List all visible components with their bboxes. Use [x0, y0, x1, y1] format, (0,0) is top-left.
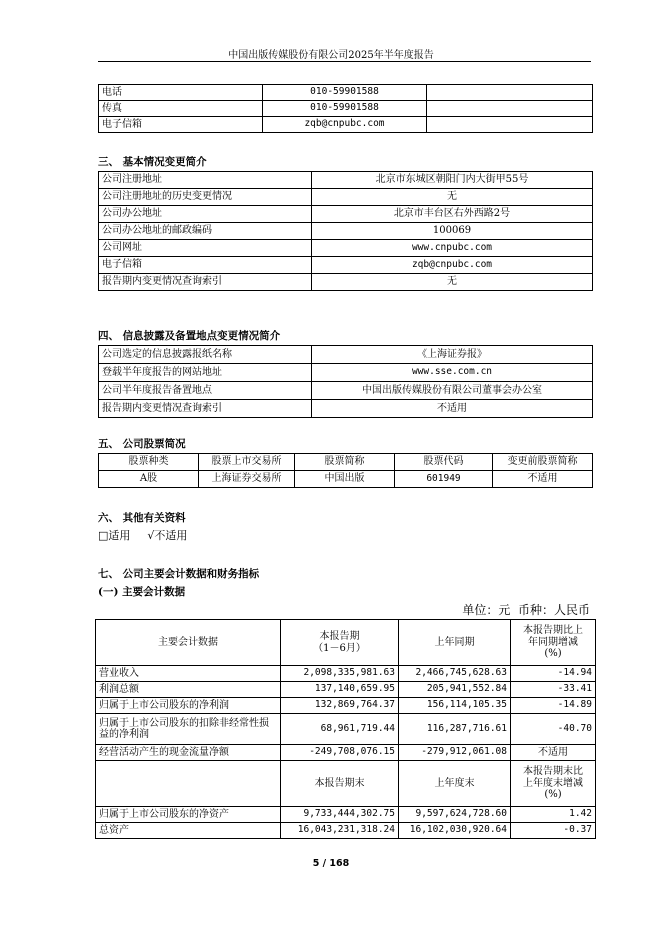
column-header: 本报告期末: [281, 761, 399, 807]
stock-info-table: [98, 453, 593, 488]
column-header: 股票种类: [99, 454, 199, 471]
row-value: www.sse.com.cn: [312, 364, 593, 382]
table-row: [99, 274, 593, 291]
header-divider: [98, 61, 591, 62]
row-label: 电子信箱: [99, 257, 312, 274]
table-row: [99, 364, 593, 382]
column-header: 股票简称: [295, 454, 395, 471]
column-header: 本报告期比上 年同期增减 (%): [511, 620, 596, 666]
disclosure-info-table: [98, 345, 593, 418]
contact-label: 传真: [99, 101, 263, 117]
table-row: [99, 206, 593, 223]
row-label: 公司注册地址: [99, 172, 312, 189]
option-applicable: □适用: [98, 529, 131, 542]
row-value: 北京市丰台区右外西路2号: [312, 206, 593, 223]
row-label: 公司选定的信息披露报纸名称: [99, 346, 312, 364]
row-value: 中国出版传媒股份有限公司董事会办公室: [312, 382, 593, 400]
option-not-applicable: √不适用: [147, 529, 188, 542]
stock-abbr: 中国出版: [295, 471, 395, 488]
key-accounting-data-table: [95, 619, 596, 839]
stock-exchange: 上海证券交易所: [199, 471, 295, 488]
section-7-subtitle: (一) 主要会计数据: [98, 586, 186, 598]
table-row: [99, 257, 593, 274]
row-value: 无: [312, 189, 593, 206]
table-header-row: [96, 620, 596, 666]
row-value: 北京市东城区朝阳门内大街甲55号: [312, 172, 593, 189]
row-label: 公司办公地址的邮政编码: [99, 223, 312, 240]
stock-prev-abbr: 不适用: [493, 471, 593, 488]
applicability-options: [98, 527, 187, 543]
table-row: [99, 240, 593, 257]
contact-value: zqb@cnpubc.com: [263, 117, 427, 133]
column-header: 上年度末: [399, 761, 511, 807]
stock-code: 601949: [395, 471, 493, 488]
table-row: 经营活动产生的现金流量净额 -249,708,076.15 -279,912,061.08 不适用: [96, 745, 596, 761]
row-label: 登载半年度报告的网站地址: [99, 364, 312, 382]
table-row: [99, 172, 593, 189]
table-row: [99, 85, 593, 101]
column-header: 变更前股票简称: [493, 454, 593, 471]
contact-extra: [427, 101, 593, 117]
section-6-title: 六、 其他有关资料: [98, 512, 186, 524]
contact-value: 010-59901588: [263, 101, 427, 117]
column-header: 本报告期末比 上年度末增减 (%): [511, 761, 596, 807]
row-label: 公司注册地址的历史变更情况: [99, 189, 312, 206]
column-header: 股票代码: [395, 454, 493, 471]
table-header-row: [96, 761, 596, 807]
row-value: 《上海证券报》: [312, 346, 593, 364]
basic-info-change-table: [98, 171, 593, 291]
contact-label: 电子信箱: [99, 117, 263, 133]
row-label: 报告期内变更情况查询索引: [99, 400, 312, 418]
row-label: 公司办公地址: [99, 206, 312, 223]
table-row: 归属于上市公司股东的扣除非经常性损益的净利润 68,961,719.44 116,287,716.61 -40.70: [96, 714, 596, 745]
table-row: 总资产 16,043,231,318.24 16,102,030,920.64 -0.37: [96, 823, 596, 839]
table-row: 归属于上市公司股东的净资产 9,733,444,302.75 9,597,624,728.60 1.42: [96, 807, 596, 823]
column-header: 主要会计数据: [96, 620, 281, 666]
row-value: 无: [312, 274, 593, 291]
contact-label: 电话: [99, 85, 263, 101]
table-row: [99, 117, 593, 133]
column-header: 本报告期 （1－6月）: [281, 620, 399, 666]
table-row: [99, 471, 593, 488]
table-header-row: [99, 454, 593, 471]
table-row: [99, 223, 593, 240]
contact-extra: [427, 117, 593, 133]
row-value: 100069: [312, 223, 593, 240]
row-label: 公司半年度报告备置地点: [99, 382, 312, 400]
unit-currency: 单位：元 币种：人民币: [462, 603, 590, 617]
section-5-title: 五、 公司股票简况: [98, 438, 186, 450]
table-row: 营业收入 2,098,335,981.63 2,466,745,628.63 -14.94: [96, 666, 596, 682]
table-row: [99, 382, 593, 400]
contact-extra: [427, 85, 593, 101]
stock-type: A股: [99, 471, 199, 488]
table-row: 归属于上市公司股东的净利润 132,869,764.37 156,114,105.35 -14.89: [96, 698, 596, 714]
row-value: www.cnpubc.com: [312, 240, 593, 257]
row-value: zqb@cnpubc.com: [312, 257, 593, 274]
table-row: [99, 400, 593, 418]
contact-value: 010-59901588: [263, 85, 427, 101]
table-row: [99, 189, 593, 206]
column-header: 上年同期: [399, 620, 511, 666]
row-value: 不适用: [312, 400, 593, 418]
contact-table: [98, 84, 593, 133]
column-header: 股票上市交易所: [199, 454, 295, 471]
table-row: 利润总额 137,140,659.95 205,941,552.84 -33.41: [96, 682, 596, 698]
section-7-title: 七、 公司主要会计数据和财务指标: [98, 568, 260, 580]
section-4-title: 四、 信息披露及备置地点变更情况简介: [98, 330, 281, 342]
row-label: 报告期内变更情况查询索引: [99, 274, 312, 291]
section-3-title: 三、 基本情况变更简介: [98, 156, 207, 168]
page-header: 中国出版传媒股份有限公司2025年半年度报告: [228, 50, 434, 61]
page-number: 5 / 168: [312, 858, 350, 869]
row-label: 公司网址: [99, 240, 312, 257]
table-row: [99, 346, 593, 364]
table-row: [99, 101, 593, 117]
